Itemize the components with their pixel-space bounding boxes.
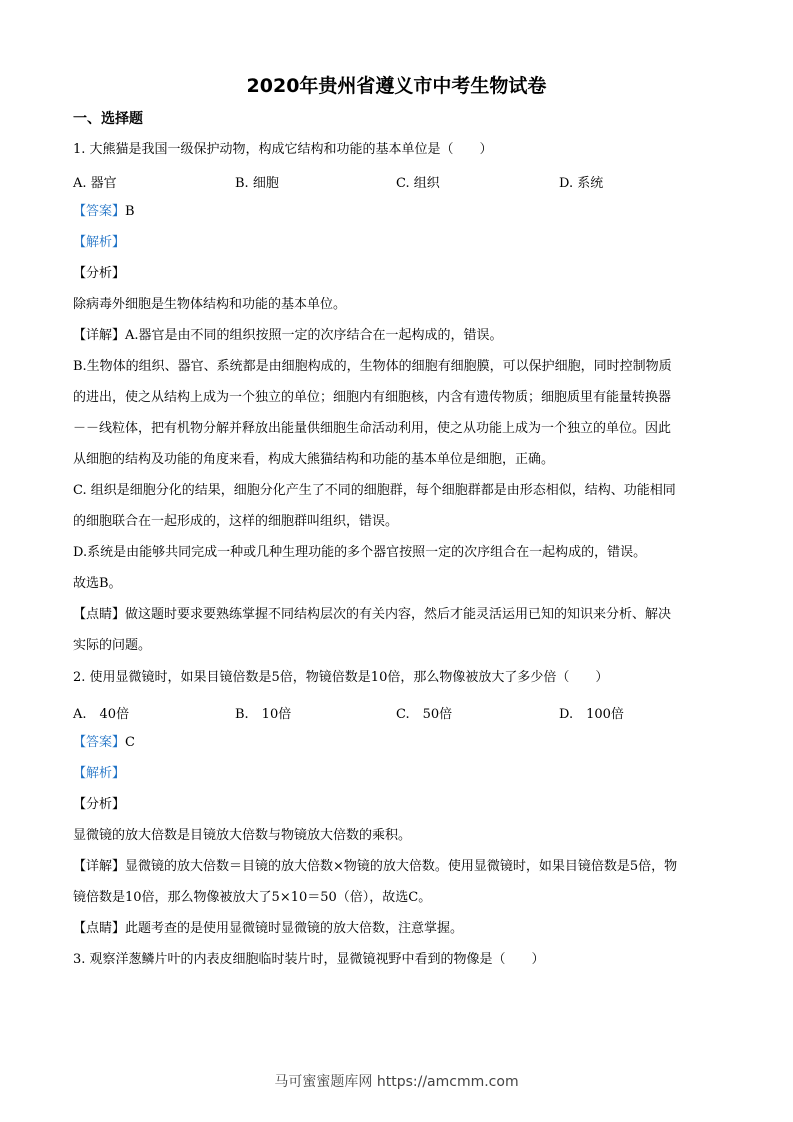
detail-line: B.生物体的组织、器官、系统都是由细胞构成的，生物体的细胞有细胞膜，可以保护细胞，同时控制物质 bbox=[73, 359, 672, 374]
answer-tag: 【答案】 bbox=[73, 204, 126, 219]
question-3-stem: 3. 观察洋葱鳞片叶的内表皮细胞临时装片时，显微镜视野中看到的物像是（ ） bbox=[73, 952, 545, 967]
detail-line: C. 组织是细胞分化的结果，细胞分化产生了不同的细胞群，每个细胞群都是由形态相似，结构、功能相同 bbox=[73, 483, 676, 498]
option-d: D. 100倍 bbox=[559, 707, 624, 722]
question-1-options bbox=[73, 172, 723, 190]
section-heading: 一、选择题 bbox=[73, 111, 143, 127]
analysis-heading: 【分析】 bbox=[73, 266, 126, 281]
answer-line bbox=[73, 203, 723, 221]
answer-value: C bbox=[125, 735, 135, 750]
option-d: D. 系统 bbox=[559, 176, 604, 191]
option-c: C. 组织 bbox=[396, 176, 440, 191]
analysis-tag: 【解析】 bbox=[73, 766, 126, 781]
option-c: C. 50倍 bbox=[396, 707, 453, 722]
answer-line bbox=[73, 734, 723, 752]
detail-line: －－线粒体，把有机物分解并释放出能量供细胞生命活动利用，使之从功能上成为一个独立的单位。因此 bbox=[73, 421, 672, 436]
analysis-heading: 【分析】 bbox=[73, 797, 126, 812]
answer-value: B bbox=[125, 204, 135, 219]
analysis-text: 显微镜的放大倍数是目镜放大倍数与物镜放大倍数的乘积。 bbox=[73, 828, 412, 843]
question-2-stem: 2. 使用显微镜时，如果目镜倍数是5倍，物镜倍数是10倍，那么物像被放大了多少倍（ ） bbox=[73, 670, 609, 685]
analysis-text: 除病毒外细胞是生物体结构和功能的基本单位。 bbox=[73, 297, 347, 312]
option-b: B. 10倍 bbox=[235, 707, 292, 722]
detail-line: 故选B。 bbox=[73, 576, 122, 591]
option-a: A. 器官 bbox=[73, 176, 117, 191]
detail-line: 的细胞联合在一起形成的，这样的细胞群叫组织，错误。 bbox=[73, 514, 399, 529]
tip-line: 【点睛】做这题时要求要熟练掌握不同结构层次的有关内容，然后才能灵活运用已知的知识来分析、解决 bbox=[73, 607, 672, 622]
detail-line: 的进出，使之从结构上成为一个独立的单位；细胞内有细胞核，内含有遗传物质；细胞质里有能量转换器 bbox=[73, 390, 672, 405]
question-1-stem: 1. 大熊猫是我国一级保护动物，构成它结构和功能的基本单位是（ ） bbox=[73, 142, 493, 157]
footer-watermark: 马可蜜蜜题库网 https://amcmm.com bbox=[274, 1074, 519, 1090]
answer-tag: 【答案】 bbox=[73, 735, 126, 750]
detail-line: 【详解】显微镜的放大倍数＝目镜的放大倍数×物镜的放大倍数。使用显微镜时，如果目镜倍数是5倍，物 bbox=[73, 859, 678, 874]
question-2-options bbox=[73, 703, 723, 721]
detail-line: 镜倍数是10倍，那么物像被放大了5×10＝50（倍），故选C。 bbox=[73, 890, 432, 905]
analysis-tag: 【解析】 bbox=[73, 235, 126, 250]
page-title: 2020年贵州省遵义市中考生物试卷 bbox=[246, 75, 547, 97]
detail-line: 【详解】A.器官是由不同的组织按照一定的次序结合在一起构成的，错误。 bbox=[73, 328, 503, 343]
tip-line: 实际的问题。 bbox=[73, 638, 152, 653]
tip-line: 【点睛】此题考查的是使用显微镜时显微镜的放大倍数，注意掌握。 bbox=[73, 921, 464, 936]
option-b: B. 细胞 bbox=[235, 176, 279, 191]
detail-line: D.系统是由能够共同完成一种或几种生理功能的多个器官按照一定的次序组合在一起构成的，错误。 bbox=[73, 545, 647, 560]
detail-line: 从细胞的结构及功能的角度来看，构成大熊猫结构和功能的基本单位是细胞，正确。 bbox=[73, 452, 555, 467]
option-a: A. 40倍 bbox=[73, 707, 130, 722]
